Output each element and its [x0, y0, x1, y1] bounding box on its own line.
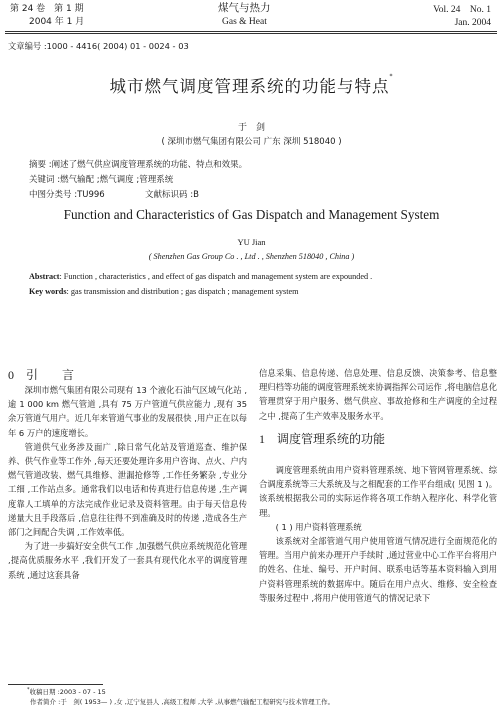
right-column-body	[259, 463, 497, 605]
keywords-en-label: Key words	[29, 287, 67, 296]
paragraph-intro-3: 为了进一步搞好安全供气工作 ,加强燃气供应系统规范化管理 ,提高优质服务水平 ,我们开发了一套具有现代化水平的调度管理系统 ,通过这套具备	[8, 541, 247, 580]
affiliation-cn: ( 深圳市燃气集团有限公司 广东 深圳 518040 )	[161, 137, 342, 147]
header-rule-bottom	[5, 33, 497, 34]
paragraph-system-overview: 调度管理系统由用户资料管理系统、地下管网管理系统、综合调度系统等三大系统及与之相配套的工作平台组成( 见图 1 )。该系统根据我公司的实际运作将各项工作纳入程序化、科学化管理。	[259, 465, 497, 518]
section-0-number: 0	[8, 368, 14, 382]
title-footnote-mark: *	[389, 73, 394, 80]
header-rule-top	[5, 31, 497, 32]
section-1-heading	[259, 430, 385, 447]
section-0-title: 引 言	[26, 368, 75, 382]
paragraph-intro-continued: 信息采集、信息传递、信息处理、信息反馈、决策参考、信息整理归档等功能的调度管理系统来协调指挥公司运作 ,将电脑信息化管理贯穿于用户服务、燃气供应、事故抢修和生产调度的全过程之中 ,提高了生产效率及服务水平。	[259, 368, 497, 421]
author-cn: 于 剑	[237, 123, 265, 133]
abstract-en-text: : Function , characteristics , and effect of gas dispatch and management system are expounded .	[59, 272, 373, 281]
header-date-en: Jan. 2004	[454, 18, 491, 28]
abstract-cn: 摘要 :阐述了燃气供应调度管理系统的功能、特点和效果。	[29, 160, 248, 170]
section-1-title: 调度管理系统的功能	[277, 432, 386, 446]
abstract-en-label: Abstract	[29, 272, 60, 281]
footnote-received	[27, 687, 106, 696]
left-column-body	[8, 383, 247, 582]
right-column-top	[259, 366, 497, 423]
keywords-en	[29, 287, 298, 296]
header-volume-en: Vol. 24 No. 1	[433, 5, 491, 15]
section-1-number: 1	[259, 432, 265, 446]
title-cn	[0, 73, 503, 97]
article-number: 文章编号 :1000 - 4416( 2004) 01 - 0024 - 03	[8, 41, 189, 51]
title-en: Function and Characteristics of Gas Dispatch and Management System	[63, 207, 440, 222]
title-cn-text: 城市燃气调度管理系统的功能与特点	[109, 77, 390, 96]
section-0-heading	[8, 366, 74, 383]
header-date-cn: 2004 年 1 月	[29, 17, 85, 27]
footnote-author-bio: 作者简介 :于 剑( 1953— ) ,女 ,辽宁复县人 ,高级工程师 ,大学 ,从事燃气输配工程研究与技术管理工作。	[30, 698, 335, 706]
header-volume-cn: 第 24 卷 第 1 期	[10, 4, 84, 14]
author-en: YU Jian	[237, 237, 266, 247]
footnote-received-text: 收稿日期 :2003 - 07 - 15	[29, 688, 106, 697]
clc-number: 中图分类号 :TU996	[29, 190, 105, 200]
document-code: 文献标识码 :B	[145, 190, 199, 200]
keywords-en-text: : gas transmission and distribution ; gas dispatch ; management system	[66, 287, 299, 296]
header-journal-cn: 煤气与热力	[218, 2, 271, 14]
subsection-user-data-heading: ( 1 ) 用户资料管理系统	[275, 521, 362, 532]
affiliation-en: ( Shenzhen Gas Group Co . , Ltd . , Shenzhen 518040 , China )	[148, 252, 355, 261]
paragraph-intro-1: 深圳市燃气集团有限公司现有 13 个液化石油气区域气化站 ,逾 1 000 km 燃气管道 ,具有 75 万户管道气供应能力 ,现有 35 余万管道气用户。近几年来管道气事业的发展很快 ,用户正在以每年 6 万户的速度增长。	[8, 385, 247, 438]
abstract-en	[29, 272, 372, 281]
header-journal-en: Gas & Heat	[222, 17, 267, 27]
paragraph-intro-2: 管道供气业务涉及面广 ,除日常气化站及管道巡查、维护保养、供气作业等工作外 ,每天还要处理许多用户咨询、点火、户内燃气管道改装、燃气具维修、泄漏抢修等 ,工作任务繁杂 ,专业分工细 ,工作站点多。通常我们以电话和传真进行信息传递 ,生产调度靠人工填单的方法完成作业记录及资料管理。由于每天信息传递量大且手段落后 ,信息往往得不到准确及时的传递 ,造成各生产部门之间配合失调 ,工作效率低。	[8, 441, 247, 538]
footnote-mark: *	[27, 687, 30, 693]
keywords-cn: 关键词 :燃气输配 ;燃气调度 ;管理系统	[29, 175, 174, 185]
paragraph-user-data: 该系统对全部管道气用户使用管道气情况进行全面规范化的管理。当用户前来办理开户手续时 ,通过营业中心工作平台将用户的姓名、住址、编号、开户时间、联系电话等基本资料输入到用户资料管理系统的数据库中。随后在用户点火、维修、安全检查等服务过程中 ,将用户使用管道气的情况记录下	[259, 536, 497, 603]
footnote-rule	[8, 684, 103, 685]
